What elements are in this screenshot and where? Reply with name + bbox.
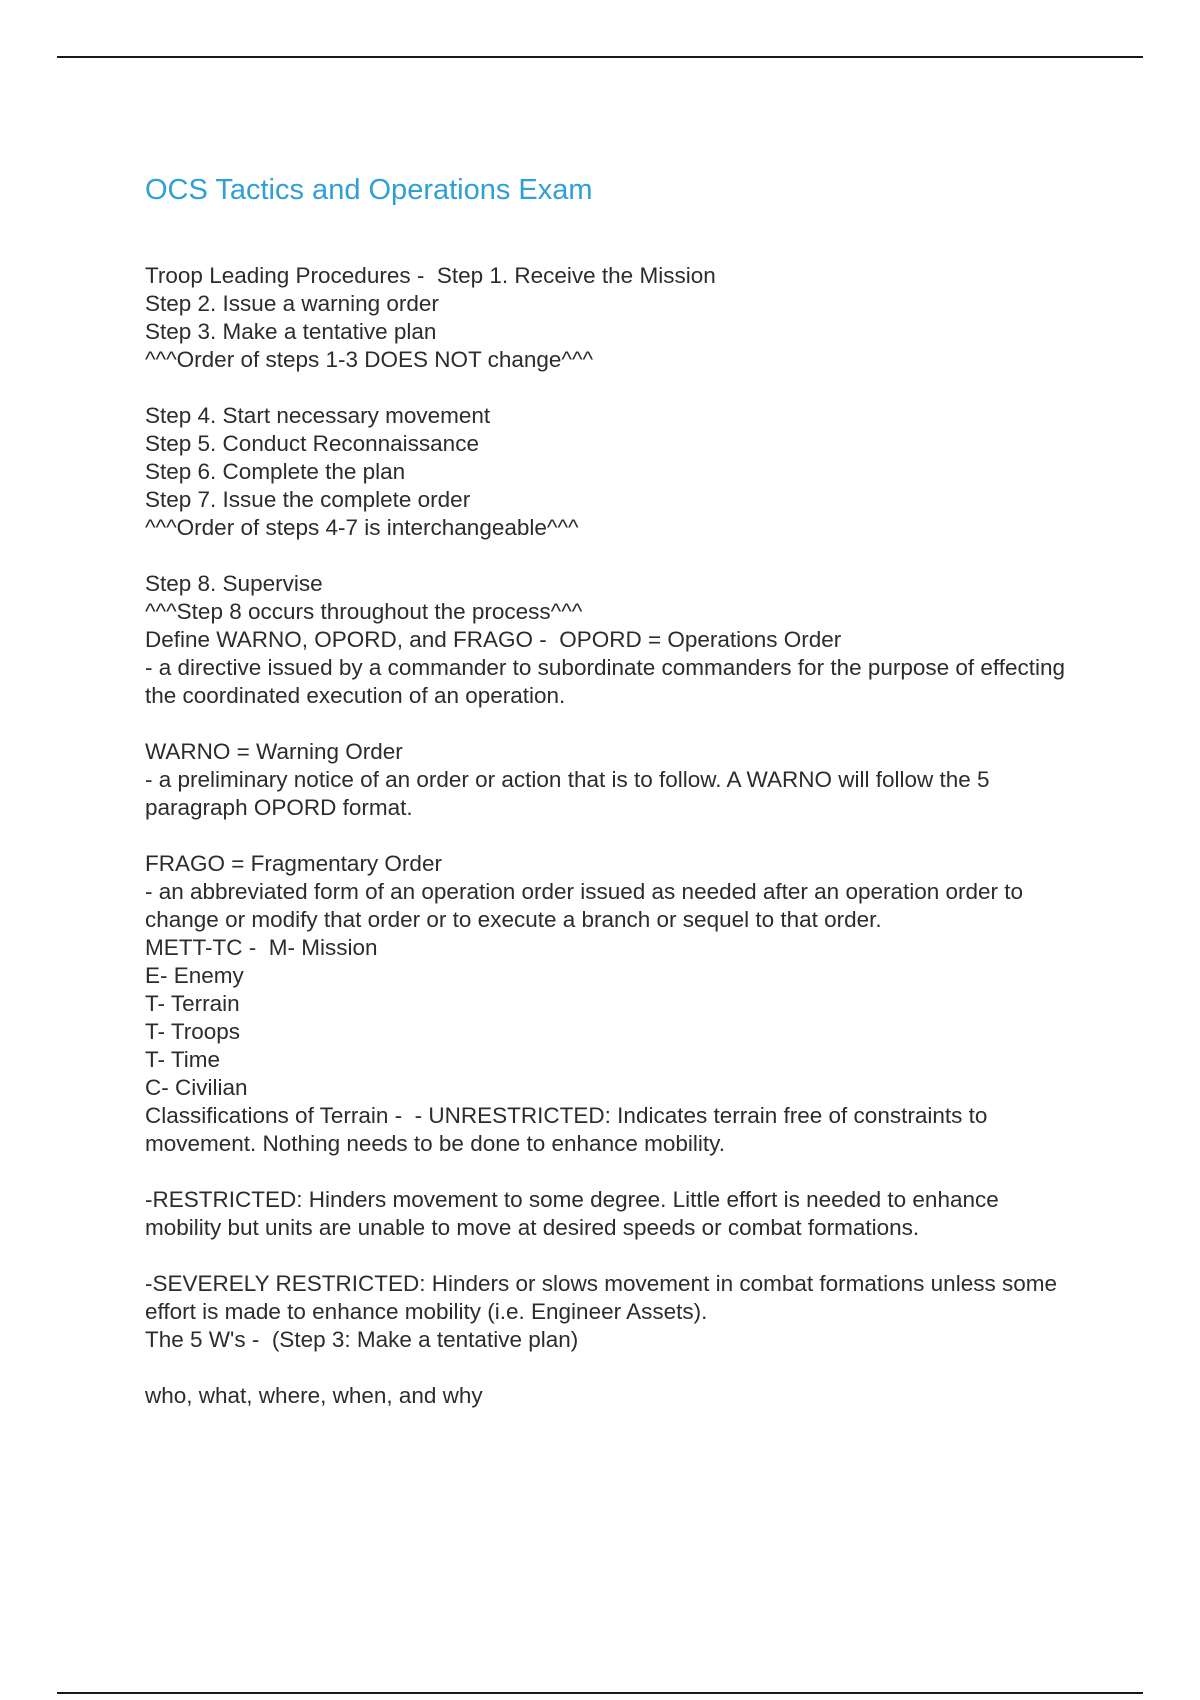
text-line: Define WARNO, OPORD, and FRAGO - OPORD = Operations Order bbox=[145, 627, 842, 652]
text-line: Step 6. Complete the plan bbox=[145, 459, 406, 484]
text-line: - a preliminary notice of an order or action that is to follow. A WARNO will follow the 5 paragraph OPORD format. bbox=[145, 767, 996, 820]
top-rule bbox=[57, 56, 1143, 58]
paragraph-gap bbox=[145, 1354, 1080, 1382]
text-line: Troop Leading Procedures - Step 1. Receive the Mission bbox=[145, 263, 716, 288]
text-line: - a directive issued by a commander to subordinate commanders for the purpose of effecting the coordinated execution of an operation. bbox=[145, 655, 1072, 708]
text-line: ^^^Order of steps 1-3 DOES NOT change^^^ bbox=[145, 347, 594, 372]
bottom-rule bbox=[57, 1692, 1143, 1694]
text-line: Step 2. Issue a warning order bbox=[145, 291, 439, 316]
paragraph-gap bbox=[145, 542, 1080, 570]
text-line: Step 4. Start necessary movement bbox=[145, 403, 491, 428]
text-line: T- Terrain bbox=[145, 991, 240, 1016]
text-line: ^^^Step 8 occurs throughout the process^^^ bbox=[145, 599, 583, 624]
text-line: -RESTRICTED: Hinders movement to some degree. Little effort is needed to enhance mobility but units are unable to move at desired speeds or combat formations. bbox=[145, 1187, 1006, 1240]
text-line: Classifications of Terrain - - UNRESTRICTED: Indicates terrain free of constraints to movement. Nothing needs to be done to enhance mobility. bbox=[145, 1103, 994, 1156]
document-body bbox=[145, 262, 1080, 1410]
paragraph-gap bbox=[145, 1158, 1080, 1186]
text-line: T- Troops bbox=[145, 1019, 241, 1044]
document-title: OCS Tactics and Operations Exam bbox=[145, 174, 593, 206]
paragraph-gap bbox=[145, 374, 1080, 402]
text-line: The 5 W's - (Step 3: Make a tentative plan) bbox=[145, 1327, 579, 1352]
text-line: Step 8. Supervise bbox=[145, 571, 323, 596]
text-line: Step 5. Conduct Reconnaissance bbox=[145, 431, 479, 456]
text-line: WARNO = Warning Order bbox=[145, 739, 403, 764]
text-line: METT-TC - M- Mission bbox=[145, 935, 378, 960]
paragraph-gap bbox=[145, 1242, 1080, 1270]
text-line: Step 7. Issue the complete order bbox=[145, 487, 471, 512]
paragraph-gap bbox=[145, 822, 1080, 850]
text-line: E- Enemy bbox=[145, 963, 244, 988]
paragraph-gap bbox=[145, 710, 1080, 738]
text-line: T- Time bbox=[145, 1047, 221, 1072]
text-line: - an abbreviated form of an operation order issued as needed after an operation order to change or modify that order or to execute a branch or sequel to that order. bbox=[145, 879, 1030, 932]
text-line: FRAGO = Fragmentary Order bbox=[145, 851, 442, 876]
text-line: C- Civilian bbox=[145, 1075, 248, 1100]
text-line: who, what, where, when, and why bbox=[145, 1383, 483, 1408]
text-line: Step 3. Make a tentative plan bbox=[145, 319, 437, 344]
text-line: ^^^Order of steps 4-7 is interchangeable^^^ bbox=[145, 515, 579, 540]
text-line: -SEVERELY RESTRICTED: Hinders or slows movement in combat formations unless some effort is made to enhance mobility (i.e. Engineer Assets). bbox=[145, 1271, 1064, 1324]
